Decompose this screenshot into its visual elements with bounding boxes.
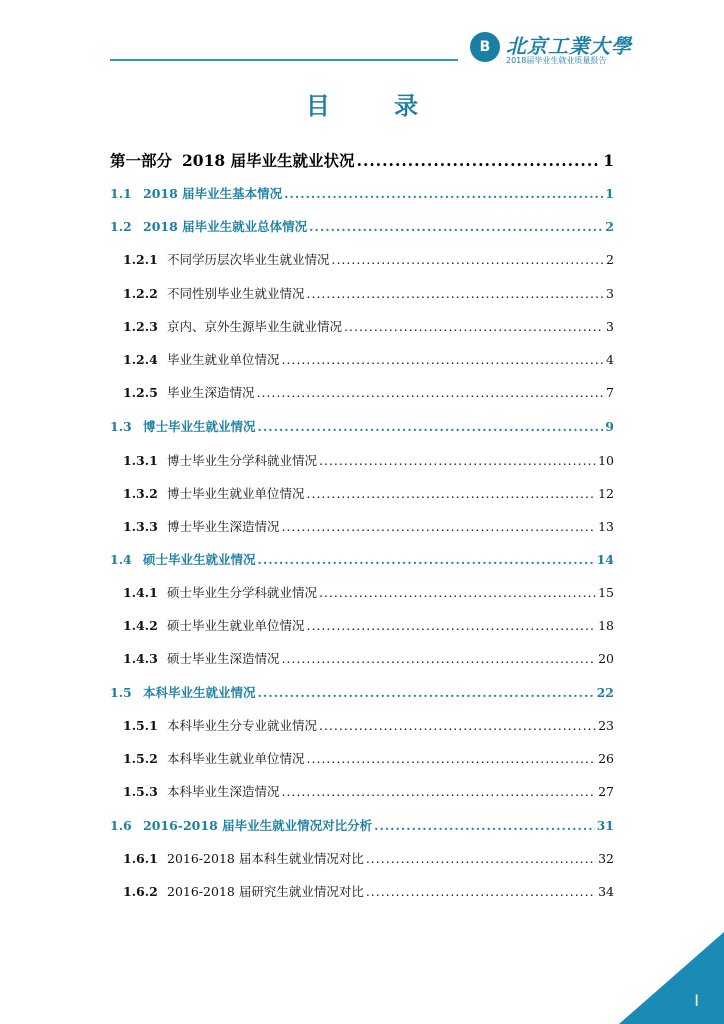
- toc-entry-page: 1: [605, 186, 614, 201]
- toc-entry-number: 1.2.3: [123, 319, 158, 334]
- toc-entry-title: 京内、京外生源毕业生就业情况: [167, 319, 343, 334]
- toc-entry-title: 博士毕业生就业单位情况: [167, 486, 305, 501]
- toc-entry[interactable]: [123, 350, 614, 368]
- toc-entry-page: 27: [598, 784, 614, 799]
- toc-entry-title: 本科毕业生分专业就业情况: [167, 718, 318, 733]
- toc-entry-title: 2016-2018 届研究生就业情况对比: [167, 884, 364, 899]
- toc-entry[interactable]: [123, 649, 614, 667]
- toc-entry-number: 1.5.1: [123, 718, 158, 733]
- toc-entry-number: 1.2.5: [123, 385, 158, 400]
- toc-entry-number: 1.3.1: [123, 453, 158, 468]
- toc-entry-page: 22: [596, 685, 614, 700]
- toc-leader-dots: [307, 751, 597, 766]
- toc-leader-dots: [257, 385, 605, 400]
- toc-leader-dots: [307, 486, 597, 501]
- toc-entry[interactable]: [110, 816, 614, 834]
- toc-leader-dots: [284, 186, 603, 201]
- corner-decoration: [619, 932, 724, 1024]
- toc-entry-title: 本科毕业生深造情况: [167, 784, 280, 799]
- toc-entry-page: 32: [598, 851, 614, 866]
- toc-entry-number: 1.2: [110, 219, 132, 234]
- header-rule: [110, 59, 458, 61]
- toc-entry[interactable]: [123, 451, 614, 469]
- toc-entry-number: 1.2.4: [123, 352, 158, 367]
- toc-entry-page: 15: [598, 585, 614, 600]
- toc-entry-page: 1: [603, 151, 614, 170]
- toc-entry-title: 硕士毕业生就业情况: [143, 552, 256, 567]
- toc-entry-number: 1.6.2: [123, 884, 158, 899]
- toc-leader-dots: [319, 585, 596, 600]
- toc-entry[interactable]: [110, 417, 614, 435]
- toc-entry-title: 硕士毕业生就业单位情况: [167, 618, 305, 633]
- logo-badge-icon: B: [470, 32, 500, 62]
- toc-entry-page: 20: [598, 651, 614, 666]
- toc-entry-page: 2: [606, 252, 614, 267]
- toc-entry-title: 2018 届毕业生就业总体情况: [143, 219, 308, 234]
- toc-entry[interactable]: [123, 284, 614, 302]
- toc-leader-dots: [282, 651, 597, 666]
- toc-leader-dots: [307, 618, 597, 633]
- toc-entry-title: 本科毕业生就业情况: [143, 685, 256, 700]
- toc-entry-number: 第一部分: [110, 151, 173, 170]
- toc-entry[interactable]: [123, 749, 614, 767]
- toc-entry-page: 7: [606, 385, 614, 400]
- toc-entry-page: 14: [596, 552, 614, 567]
- toc-leader-dots: [357, 151, 602, 170]
- toc-entry-number: 1.6: [110, 818, 132, 833]
- toc-entry-number: 1.4.1: [123, 585, 158, 600]
- toc-leader-dots: [366, 884, 596, 899]
- toc-entry[interactable]: [123, 583, 614, 601]
- toc-leader-dots: [282, 784, 597, 799]
- toc-leader-dots: [307, 286, 605, 301]
- toc-entry-number: 1.6.1: [123, 851, 158, 866]
- toc-entry-page: 9: [605, 419, 614, 434]
- toc-leader-dots: [344, 319, 604, 334]
- toc-entry-page: 10: [598, 453, 614, 468]
- toc-entry[interactable]: [123, 716, 614, 734]
- toc-entry[interactable]: [110, 149, 614, 171]
- toc-entry[interactable]: [123, 250, 614, 268]
- toc-leader-dots: [258, 685, 595, 700]
- toc-entry-page: 31: [596, 818, 614, 833]
- toc-leader-dots: [319, 718, 596, 733]
- toc-entry-number: 1.2.2: [123, 286, 158, 301]
- toc-entry-title: 硕士毕业生深造情况: [167, 651, 280, 666]
- toc-entry[interactable]: [123, 782, 614, 800]
- toc-entry-title: 毕业生深造情况: [167, 385, 255, 400]
- toc-entry[interactable]: [110, 683, 614, 701]
- toc-entry-number: 1.2.1: [123, 252, 158, 267]
- toc-leader-dots: [366, 851, 596, 866]
- toc-entry-number: 1.3.2: [123, 486, 158, 501]
- toc-leader-dots: [282, 352, 605, 367]
- university-logo: [470, 30, 632, 66]
- toc-entry[interactable]: [110, 184, 614, 202]
- logo-name: 北京工業大學: [506, 34, 632, 58]
- toc-entry-number: 1.3: [110, 419, 132, 434]
- page-number: I: [694, 991, 699, 1010]
- toc-entry-title: 不同性别毕业生就业情况: [167, 286, 305, 301]
- toc-entry[interactable]: [110, 217, 614, 235]
- toc-entry-number: 1.5.3: [123, 784, 158, 799]
- page-title: 目 录: [305, 91, 447, 120]
- toc-entry-number: 1.4: [110, 552, 132, 567]
- toc-entry-title: 2018 届毕业生就业状况: [182, 151, 355, 170]
- toc-leader-dots: [282, 519, 597, 534]
- toc-entry-page: 18: [598, 618, 614, 633]
- toc-entry-page: 2: [605, 219, 614, 234]
- toc-entry-title: 毕业生就业单位情况: [167, 352, 280, 367]
- toc-entry[interactable]: [123, 882, 614, 900]
- logo-subtitle: 2018届毕业生就业质量报告: [506, 56, 607, 65]
- toc-entry-title: 2016-2018 届毕业生就业情况对比分析: [143, 818, 373, 833]
- toc-entry-title: 2018 届毕业生基本情况: [143, 186, 283, 201]
- toc-entry-page: 3: [606, 319, 614, 334]
- toc-entry-title: 不同学历层次毕业生就业情况: [167, 252, 330, 267]
- toc-entry-title: 2016-2018 届本科生就业情况对比: [167, 851, 364, 866]
- toc-entry-number: 1.1: [110, 186, 132, 201]
- toc-leader-dots: [309, 219, 603, 234]
- toc-entry-page: 3: [606, 286, 614, 301]
- toc-entry[interactable]: [110, 550, 614, 568]
- toc-entry-title: 博士毕业生就业情况: [143, 419, 256, 434]
- toc-entry[interactable]: [123, 484, 614, 502]
- toc-entry-page: 23: [598, 718, 614, 733]
- toc-leader-dots: [258, 419, 604, 434]
- toc-leader-dots: [319, 453, 596, 468]
- toc-entry-page: 4: [606, 352, 614, 367]
- toc-entry-number: 1.3.3: [123, 519, 158, 534]
- toc-entry-title: 博士毕业生分学科就业情况: [167, 453, 318, 468]
- toc-entry-title: 本科毕业生就业单位情况: [167, 751, 305, 766]
- toc-entry[interactable]: [123, 849, 614, 867]
- toc-entry-page: 12: [598, 486, 614, 501]
- toc-entry[interactable]: [123, 383, 614, 401]
- toc-entry[interactable]: [123, 517, 614, 535]
- toc-entry-number: 1.5.2: [123, 751, 158, 766]
- toc-entry-number: 1.4.3: [123, 651, 158, 666]
- toc-entry-page: 34: [598, 884, 614, 899]
- toc-entry-page: 26: [598, 751, 614, 766]
- toc-leader-dots: [258, 552, 595, 567]
- toc-entry[interactable]: [123, 616, 614, 634]
- toc-entry-title: 博士毕业生深造情况: [167, 519, 280, 534]
- toc-entry-title: 硕士毕业生分学科就业情况: [167, 585, 318, 600]
- toc-entry-number: 1.4.2: [123, 618, 158, 633]
- toc-entry-number: 1.5: [110, 685, 132, 700]
- toc-leader-dots: [332, 252, 605, 267]
- toc-entry-page: 13: [598, 519, 614, 534]
- toc-leader-dots: [374, 818, 594, 833]
- toc-entry[interactable]: [123, 317, 614, 335]
